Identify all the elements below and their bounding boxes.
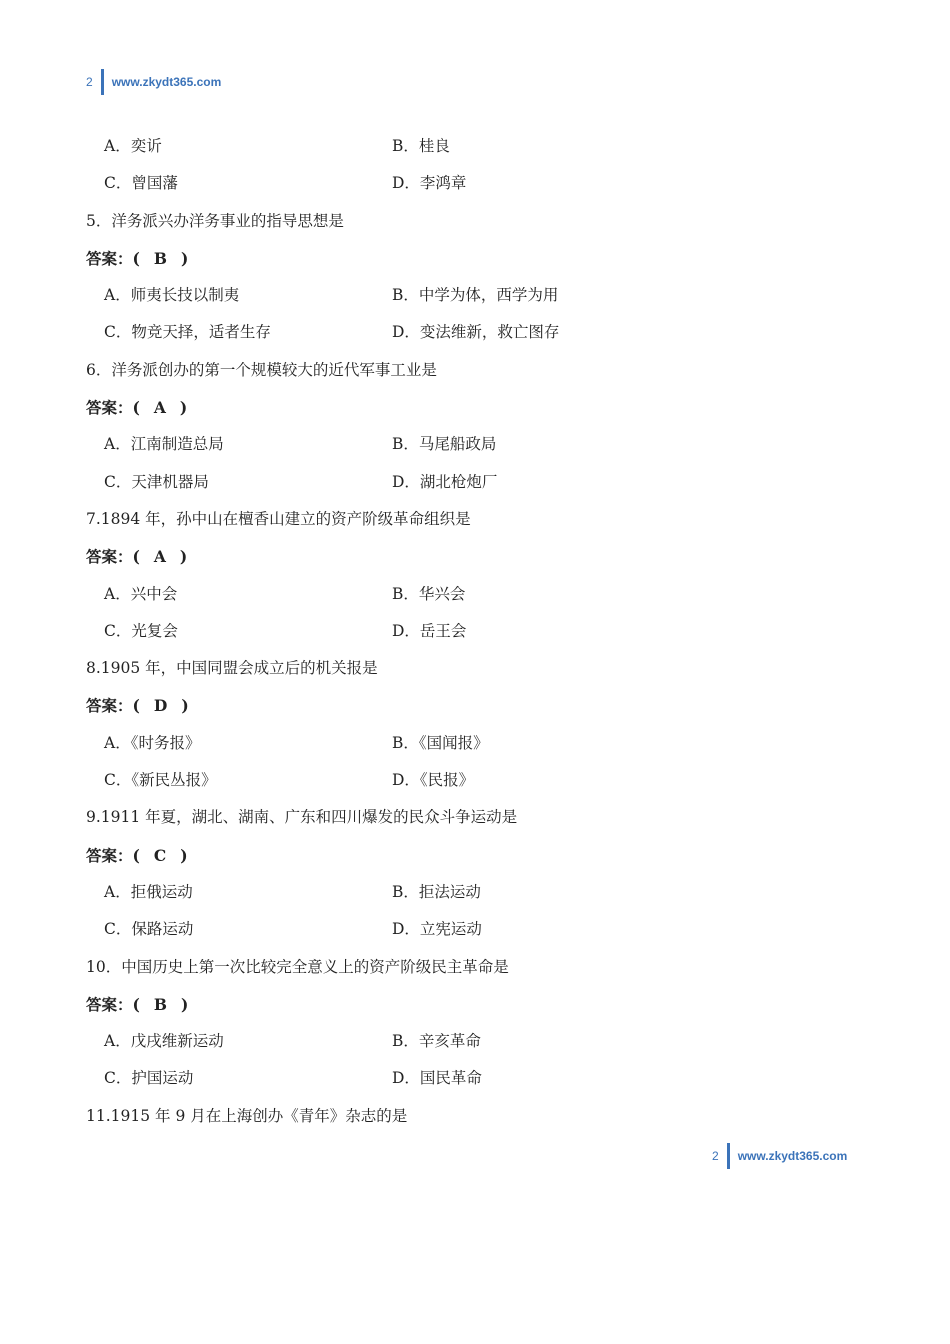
answer-letter: A xyxy=(153,547,166,567)
question-text: 10．中国历史上第一次比较完全意义上的资产阶级民主革命是 xyxy=(86,957,509,976)
option: D．湖北枪炮厂 xyxy=(392,472,498,491)
option-row xyxy=(86,128,866,165)
footer-divider xyxy=(727,1143,730,1169)
question-text: 11.1915 年 9 月在上海创办《青年》杂志的是 xyxy=(86,1106,408,1125)
answer-letter: C xyxy=(153,845,167,865)
option: B．华兴会 xyxy=(392,584,466,603)
answer-line: 答案：( D ) xyxy=(86,687,866,724)
option: C．光复会 xyxy=(104,621,178,640)
answer-letter: B xyxy=(153,248,167,268)
option: C．曾国藩 xyxy=(104,174,178,193)
option-row xyxy=(86,277,866,314)
answer-label: 答案： xyxy=(86,248,133,268)
header-divider xyxy=(101,69,104,95)
option: A．戊戌维新运动 xyxy=(104,1032,224,1051)
option: A．奕䜣 xyxy=(104,137,162,155)
option: C．保路运动 xyxy=(104,920,194,939)
option-row xyxy=(86,464,866,501)
option: A．师夷长技以制夷 xyxy=(104,286,240,305)
option: C．《新民丛报》 xyxy=(104,771,217,790)
option: B．中学为体，西学为用 xyxy=(392,286,559,305)
question-text: 8.1905 年，中国同盟会成立后的机关报是 xyxy=(86,659,378,678)
option: A．兴中会 xyxy=(104,584,178,603)
footer-page-number: 2 xyxy=(712,1149,719,1163)
page-header xyxy=(86,69,221,95)
answer-letter: D xyxy=(153,696,168,716)
option-row xyxy=(86,1023,866,1060)
question-text: 6．洋务派创办的第一个规模较大的近代军事工业是 xyxy=(86,360,437,379)
option: D．《民报》 xyxy=(392,771,475,790)
option: D．李鸿章 xyxy=(392,174,467,193)
option-row xyxy=(86,1060,866,1097)
option-row xyxy=(86,725,866,762)
option-row xyxy=(86,874,866,911)
answer-line: 答案：( A ) xyxy=(86,538,866,575)
option: D．立宪运动 xyxy=(392,920,482,939)
header-url: www.zkydt365.com xyxy=(111,75,222,89)
document-body xyxy=(86,128,866,1135)
option: D．岳王会 xyxy=(392,621,467,640)
option: C．天津机器局 xyxy=(104,472,209,491)
question-text: 9.1911 年夏，湖北、湖南、广东和四川爆发的民众斗争运动是 xyxy=(86,808,518,827)
answer-label: 答案： xyxy=(86,696,133,716)
option: D．变法维新，救亡图存 xyxy=(392,323,560,342)
footer-url: www.zkydt365.com xyxy=(737,1149,848,1163)
option-row xyxy=(86,613,866,650)
answer-letter: A xyxy=(153,398,166,418)
answer-line: 答案：( C ) xyxy=(86,837,866,874)
answer-label: 答案： xyxy=(86,845,133,865)
question-text: 7.1894 年，孙中山在檀香山建立的资产阶级革命组织是 xyxy=(86,509,471,528)
option: C．物竞天择，适者生存 xyxy=(104,323,271,342)
option: B．《国闻报》 xyxy=(392,733,489,752)
answer-label: 答案： xyxy=(86,994,133,1014)
option: A．江南制造总局 xyxy=(104,435,224,454)
option-row xyxy=(86,911,866,948)
answer-line: 答案：( A ) xyxy=(86,389,866,426)
question-text: 5．洋务派兴办洋务事业的指导思想是 xyxy=(86,211,344,230)
option: B．拒法运动 xyxy=(392,882,481,901)
header-page-number: 2 xyxy=(86,75,93,89)
option: B．马尾船政局 xyxy=(392,435,497,454)
option: A．拒俄运动 xyxy=(104,882,193,901)
answer-letter: B xyxy=(153,994,167,1014)
option-row xyxy=(86,426,866,463)
page-footer xyxy=(712,1143,847,1169)
option: B．辛亥革命 xyxy=(392,1032,481,1051)
option-row xyxy=(86,762,866,799)
option: C．护国运动 xyxy=(104,1069,194,1088)
option-row xyxy=(86,576,866,613)
option: B．桂良 xyxy=(392,137,450,155)
option-row xyxy=(86,314,866,351)
option-row xyxy=(86,165,866,202)
answer-label: 答案： xyxy=(86,398,133,418)
answer-label: 答案： xyxy=(86,547,133,567)
answer-line: 答案：( B ) xyxy=(86,986,866,1023)
option: D．国民革命 xyxy=(392,1069,482,1088)
option: A．《时务报》 xyxy=(104,733,201,752)
answer-line: 答案：( B ) xyxy=(86,240,866,277)
